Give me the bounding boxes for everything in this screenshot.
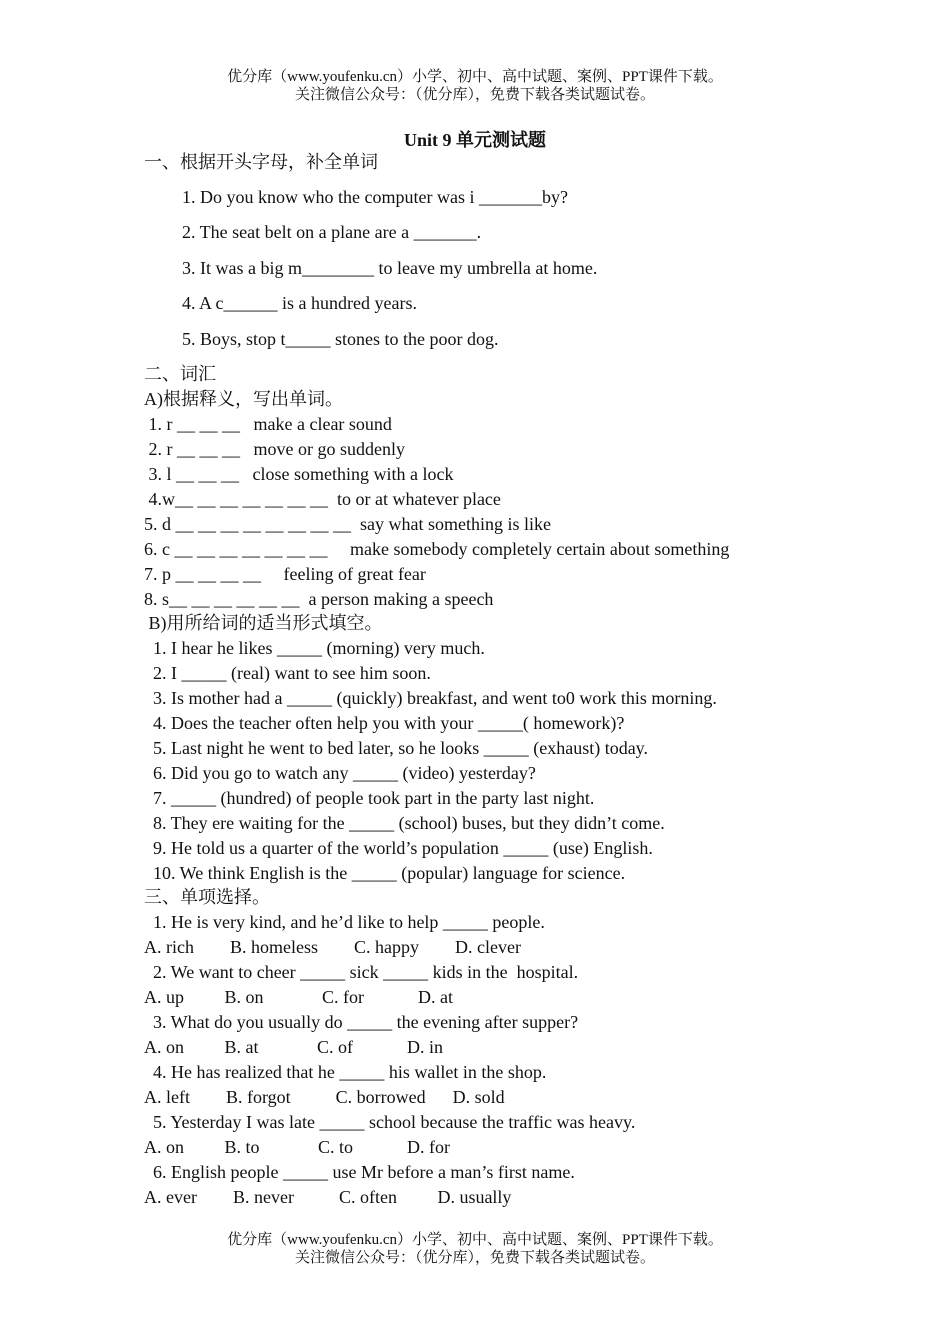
partA-item-8: 8. s__ __ __ __ __ __ a person making a speech xyxy=(144,589,494,609)
section1-item-1: 1. Do you know who the computer was i _______by? xyxy=(182,187,568,207)
partB-item-9: 9. He told us a quarter of the world’s population _____ (use) English. xyxy=(144,838,653,858)
partB-item-7: 7. _____ (hundred) of people took part in the party last night. xyxy=(144,788,595,808)
section1-heading: 一、根据开头字母，补全单词 xyxy=(144,152,378,172)
partA-item-5: 5. d __ __ __ __ __ __ __ __ say what something is like xyxy=(144,514,551,534)
mc-options-6: A. ever B. never C. often D. usually xyxy=(144,1187,512,1207)
mc-options-3: A. on B. at C. of D. in xyxy=(144,1037,443,1057)
partB-item-10: 10. We think English is the _____ (popular) language for science. xyxy=(144,863,626,883)
page-title: Unit 9 单元测试题 xyxy=(403,130,546,150)
partA-item-1: 1. r __ __ __ make a clear sound xyxy=(144,414,392,434)
mc-options-4: A. left B. forgot C. borrowed D. sold xyxy=(144,1087,505,1107)
partB-item-2: 2. I _____ (real) want to see him soon. xyxy=(144,663,431,683)
partB-item-4: 4. Does the teacher often help you with your _____( homework)? xyxy=(144,713,625,733)
partB-item-8: 8. They ere waiting for the _____ (school) buses, but they didn’t come. xyxy=(144,813,665,833)
partB-item-3: 3. Is mother had a _____ (quickly) breakfast, and went to0 work this morning. xyxy=(144,688,717,708)
mc-options-2: A. up B. on C. for D. at xyxy=(144,987,453,1007)
section1-item-5: 5. Boys, stop t_____ stones to the poor dog. xyxy=(182,329,499,349)
footer-line-1: 优分库（www.youfenku.cn）小学、初中、高中试题、案例、PPT课件下载。 xyxy=(227,1232,723,1248)
section3-heading: 三、单项选择。 xyxy=(144,887,270,907)
partA-item-4: 4.w__ __ __ __ __ __ __ to or at whatever place xyxy=(144,489,501,509)
footer-line-2: 关注微信公众号：（优分库），免费下载各类试题试卷。 xyxy=(294,1250,655,1266)
section2-partA-heading: A)根据释义，写出单词。 xyxy=(144,389,343,409)
section2-partB-heading: B)用所给词的适当形式填空。 xyxy=(144,613,383,633)
section1-item-3: 3. It was a big m________ to leave my umbrella at home. xyxy=(182,258,598,278)
partB-item-6: 6. Did you go to watch any _____ (video) yesterday? xyxy=(144,763,536,783)
mc-question-3: 3. What do you usually do _____ the evening after supper? xyxy=(144,1012,579,1032)
header-line-1: 优分库（www.youfenku.cn）小学、初中、高中试题、案例、PPT课件下载。 xyxy=(227,69,723,85)
section1-item-2: 2. The seat belt on a plane are a _______. xyxy=(182,222,482,242)
mc-options-5: A. on B. to C. to D. for xyxy=(144,1137,450,1157)
mc-question-6: 6. English people _____ use Mr before a man’s first name. xyxy=(144,1162,575,1182)
mc-question-5: 5. Yesterday I was late _____ school because the traffic was heavy. xyxy=(144,1112,636,1132)
section1-item-4: 4. A c______ is a hundred years. xyxy=(182,293,417,313)
mc-question-1: 1. He is very kind, and he’d like to help _____ people. xyxy=(144,912,545,932)
partB-item-5: 5. Last night he went to bed later, so he looks _____ (exhaust) today. xyxy=(144,738,649,758)
mc-question-2: 2. We want to cheer _____ sick _____ kids in the hospital. xyxy=(144,962,579,982)
partA-item-7: 7. p __ __ __ __ feeling of great fear xyxy=(144,564,426,584)
partA-item-3: 3. l __ __ __ close something with a lock xyxy=(144,464,454,484)
mc-question-4: 4. He has realized that he _____ his wallet in the shop. xyxy=(144,1062,547,1082)
partB-item-1: 1. I hear he likes _____ (morning) very much. xyxy=(144,638,485,658)
mc-options-1: A. rich B. homeless C. happy D. clever xyxy=(144,937,521,957)
partA-item-2: 2. r __ __ __ move or go suddenly xyxy=(144,439,405,459)
partA-item-6: 6. c __ __ __ __ __ __ __ make somebody completely certain about something xyxy=(144,539,730,559)
section2-heading: 二、词汇 xyxy=(144,364,216,384)
header-line-2: 关注微信公众号：（优分库），免费下载各类试题试卷。 xyxy=(294,87,655,103)
